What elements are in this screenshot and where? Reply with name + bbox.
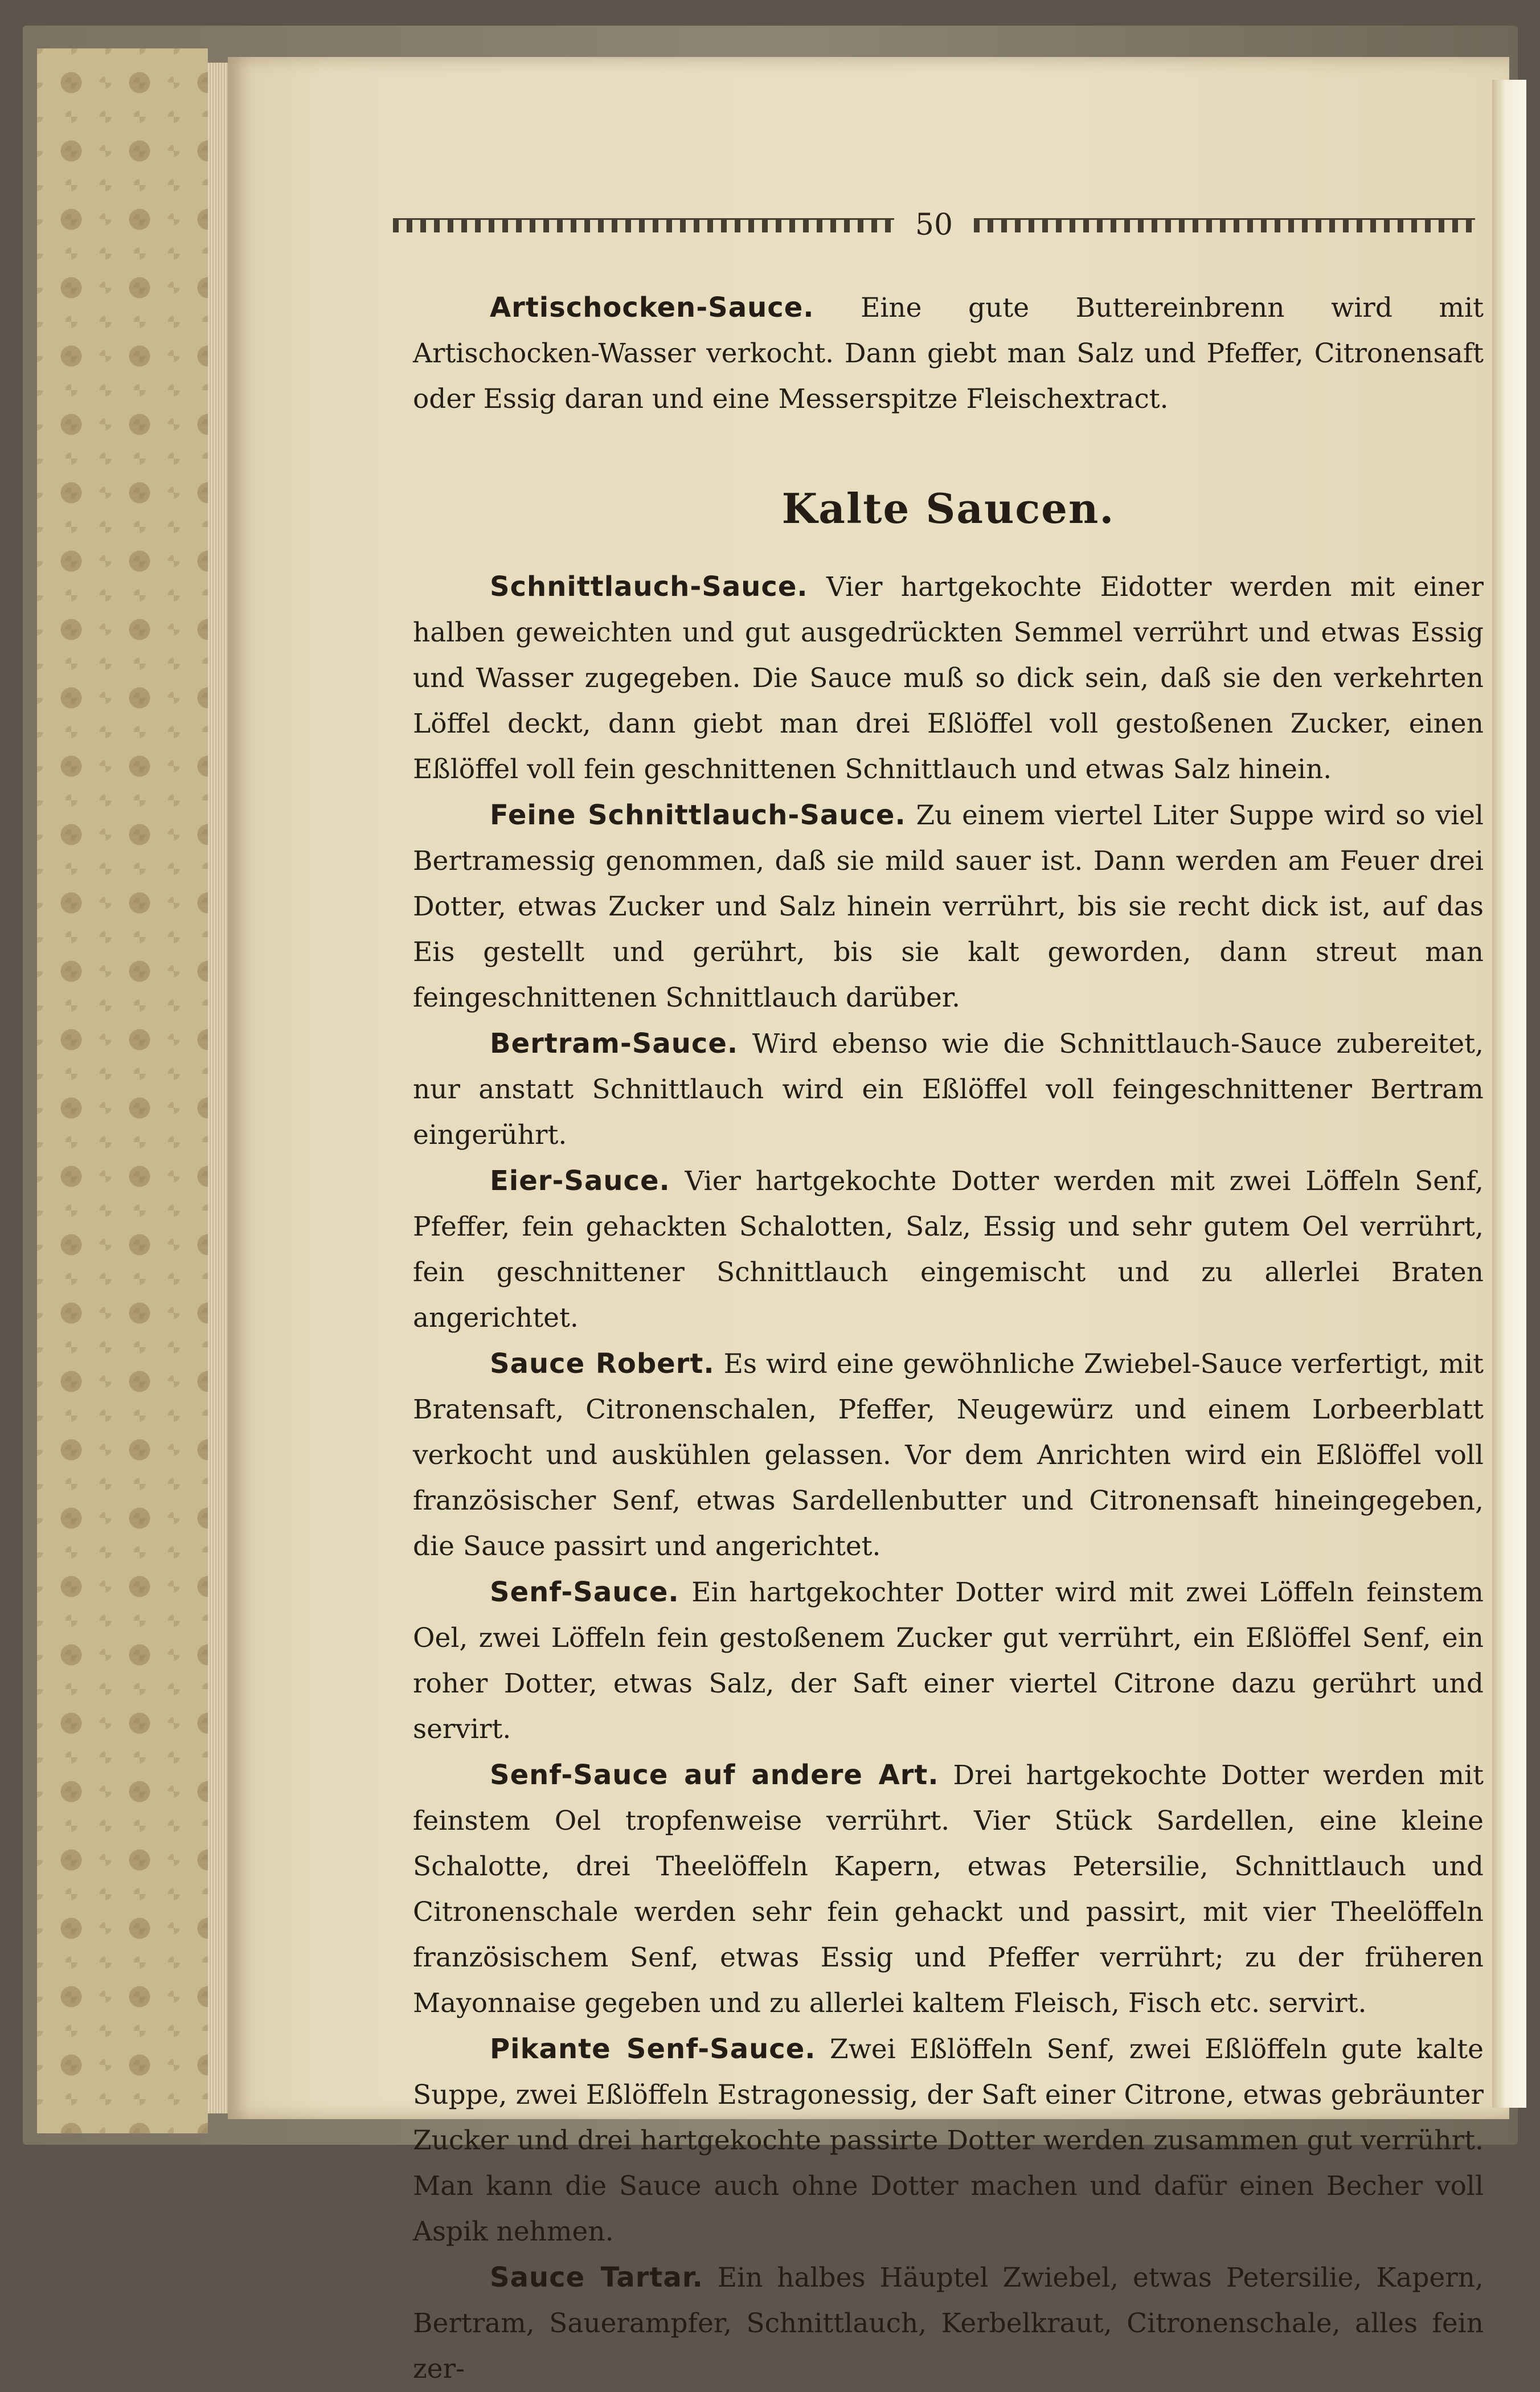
entry-paragraph bbox=[413, 792, 1484, 1021]
entry-text: Wird ebenso wie die Schnittlauch-Sauce zubereitet, nur anstatt Schnittlauch wird ein Eßlöffel voll feingeschnittener Bertram eingerührt. bbox=[413, 1028, 1484, 1151]
entry-lead: Artischocken-Sauce. bbox=[490, 292, 814, 324]
entry-paragraph bbox=[413, 1341, 1484, 1569]
entry-text: Vier hartgekochte Dotter werden mit zwei Löffeln Senf, Pfeffer, fein gehackten Schalotten, Salz, Essig und sehr gutem Oel verrührt, fein geschnittener Schnittlauch eingemischt und zu allerlei Braten angerichtet. bbox=[413, 1166, 1484, 1334]
entry-paragraph bbox=[413, 1752, 1484, 2026]
entry-lead: Feine Schnittlauch-Sauce. bbox=[490, 799, 906, 831]
decorative-endpaper bbox=[37, 48, 208, 2133]
entry-text: Ein halbes Häuptel Zwiebel, etwas Petersilie, Kapern, Bertram, Sauerampfer, Schnittlauch, Kerbelkraut, Citronenschale, alles fein zer- bbox=[413, 2262, 1484, 2385]
entry-paragraph bbox=[413, 1158, 1484, 1341]
ornamental-rule-left bbox=[393, 218, 894, 232]
entry-lead: Eier-Sauce. bbox=[490, 1165, 670, 1197]
entry-text: Zwei Eßlöffeln Senf, zwei Eßlöffeln gute kalte Suppe, zwei Eßlöffeln Estragonessig, der Saft einer Citrone, etwas gebräunter Zucker und drei hartgekochte passirte Dotter werden zusammen gut verrührt. Man kann die Sauce auch ohne Dotter machen und dafür einen Becher voll Aspik nehmen. bbox=[413, 2034, 1484, 2247]
entry-lead: Sauce Tartar. bbox=[490, 2262, 703, 2293]
page-number: 50 bbox=[915, 208, 953, 242]
entry-lead: Bertram-Sauce. bbox=[490, 1028, 739, 1060]
entry-paragraph bbox=[413, 564, 1484, 792]
entry-paragraph bbox=[413, 285, 1484, 422]
entry-text: Vier hartgekochte Eidotter werden mit einer halben geweichten und gut ausgedrückten Semmel verrührt und etwas Essig und Wasser zugegeben. Die Sauce muß so dick sein, daß sie den verkehrten Löffel deckt, dann giebt man drei Eßlöffel voll gestoßenen Zucker, einen Eßlöffel voll fein geschnittenen Schnittlauch und etwas Salz hinein. bbox=[413, 571, 1484, 785]
section-title: Kalte Saucen. bbox=[781, 484, 1115, 533]
entries-list bbox=[413, 564, 1484, 2392]
page-right-edge bbox=[1492, 80, 1526, 2108]
entry-text: Es wird eine gewöhnliche Zwiebel-Sauce verfertigt, mit Bratensaft, Citronenschalen, Pfeffer, Neugewürz und einem Lorbeerblatt verkocht und auskühlen gelassen. Vor dem Anrichten wird ein Eßlöffel voll französischer Senf, etwas Sardellenbutter und Citronensaft hineingegeben, die Sauce passirt und angerichtet. bbox=[413, 1348, 1484, 1562]
entry-paragraph bbox=[413, 1569, 1484, 1752]
entry-paragraph bbox=[413, 2255, 1484, 2392]
entry-text: Ein hartgekochter Dotter wird mit zwei Löffeln feinstem Oel, zwei Löffeln fein gestoßenem Zucker gut verrührt, ein Eßlöffel Senf, ein roher Dotter, etwas Salz, der Saft einer viertel Citrone dazu gerührt und servirt. bbox=[413, 1577, 1484, 1745]
ornamental-rule-right bbox=[974, 218, 1475, 232]
entry-lead: Schnittlauch-Sauce. bbox=[490, 571, 808, 603]
top-entry bbox=[413, 285, 1484, 422]
entry-text: Drei hartgekochte Dotter werden mit feinstem Oel tropfenweise verrührt. Vier Stück Sardellen, eine kleine Schalotte, drei Theelöffeln Kapern, etwas Petersilie, Schnittlauch und Citronenschale werden sehr fein gehackt und passirt, mit vier Theelöffeln französischem Senf, etwas Essig und Pfeffer verrührt; zu der früheren Mayonnaise gegeben und zu allerlei kaltem Fleisch, Fisch etc. servirt. bbox=[413, 1760, 1484, 2019]
entry-lead: Pikante Senf-Sauce. bbox=[490, 2033, 816, 2065]
entry-paragraph bbox=[413, 1021, 1484, 1158]
page-stack-edge bbox=[208, 63, 231, 2113]
entry-lead: Senf-Sauce auf andere Art. bbox=[490, 1759, 939, 1791]
page-header bbox=[393, 205, 1475, 245]
entry-text: Zu einem viertel Liter Suppe wird so viel Bertramessig genommen, daß sie mild sauer ist. Dann werden am Feuer drei Dotter, etwas Zucker und Salz hinein verrührt, bis sie recht dick ist, auf das Eis gestellt und gerührt, bis sie kalt geworden, dann streut man feingeschnittenen Schnittlauch darüber. bbox=[413, 800, 1484, 1013]
entry-paragraph bbox=[413, 2026, 1484, 2255]
entry-lead: Sauce Robert. bbox=[490, 1348, 715, 1380]
entry-text: Eine gute Buttereinbrenn wird mit Artischocken-Wasser verkocht. Dann giebt man Salz und Pfeffer, Citronensaft oder Essig daran und eine Messerspitze Fleischextract. bbox=[413, 292, 1484, 415]
entry-lead: Senf-Sauce. bbox=[490, 1576, 679, 1608]
